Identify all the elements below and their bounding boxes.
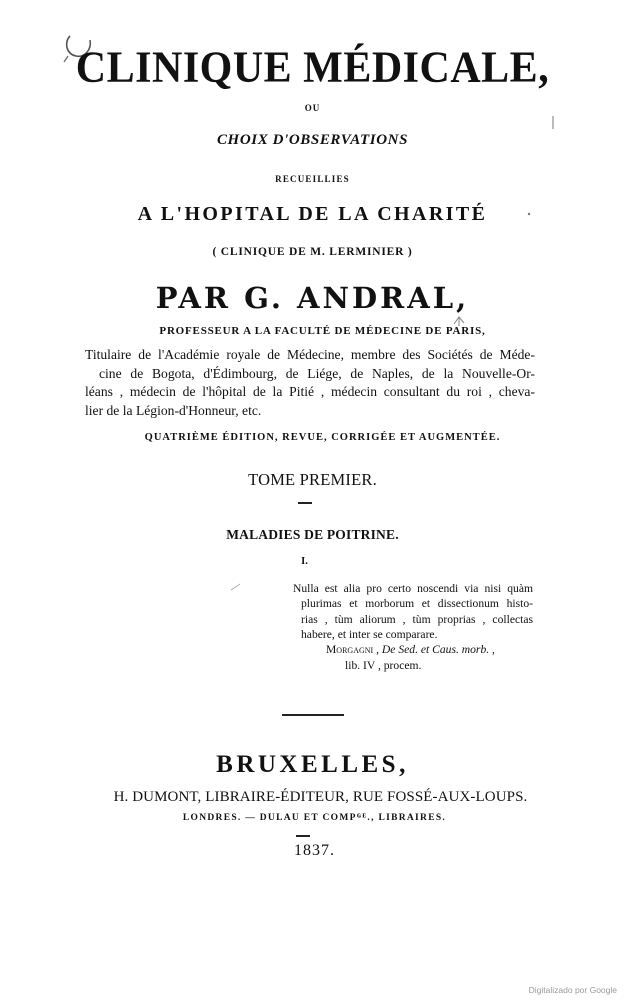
epigraph-line: habere, et inter se comparare.	[301, 627, 438, 641]
epigraph-work: De Sed. et Caus. morb.	[381, 643, 490, 656]
volume-title: TOME PREMIER.	[248, 470, 377, 489]
epigraph-author: Morgagni	[326, 643, 374, 656]
credentials-line: léans , médecin de l'hôpital de la Pitié , médecin consultant du roi , cheva-	[85, 384, 535, 399]
imprint-publisher: H. DUMONT, LIBRAIRE-ÉDITEUR, RUE FOSSÉ-AUX-LOUPS.	[113, 789, 528, 805]
title-connector: OU	[304, 103, 321, 113]
credentials-line: cine de Bogota, d'Édimbourg, de Liége, de Naples, de la Nouvelle-Or-	[99, 365, 535, 381]
subtitle-connector: RECUEILLIES	[275, 174, 350, 184]
divider-dash	[298, 502, 312, 504]
author-position: PROFESSEUR A LA FACULTÉ DE MÉDECINE DE PARIS,	[159, 325, 486, 337]
hospital-line: A L'HOPITAL DE LA CHARITÉ	[137, 203, 488, 225]
ink-speck	[230, 582, 242, 592]
epigraph-line: rias , tùm aliorum , tùm proprias , collectas	[301, 612, 533, 626]
credentials-line: Titulaire de l'Académie royale de Médecine, membre des Sociétés de Méde-	[85, 347, 535, 362]
epigraph-line: plurimas et morborum et dissectionum histo-	[301, 597, 533, 611]
author-name: PAR G. ANDRAL,	[155, 281, 470, 315]
section-number: I.	[301, 556, 308, 567]
epigraph-reference: lib. IV , procem.	[345, 659, 422, 672]
epigraph	[293, 581, 533, 642]
ink-speck	[550, 115, 556, 131]
epigraph-line: Nulla est alia pro certo noscendi via nisi quàm	[293, 582, 533, 595]
imprint-rule	[282, 714, 344, 716]
clinic-line: ( CLINIQUE DE M. LERMINIER )	[212, 246, 413, 258]
imprint-london: LONDRES. — DULAU ET COMPᴳᴱ., LIBRAIRES.	[182, 813, 447, 823]
epigraph-citation: Morgagni , De Sed. et Caus. morb. ,	[326, 643, 495, 656]
imprint-city: BRUXELLES,	[216, 751, 409, 778]
credentials-line: lier de la Légion-d'Honneur, etc.	[85, 402, 262, 418]
book-subtitle: CHOIX D'OBSERVATIONS	[216, 132, 409, 148]
divider-dash	[296, 835, 310, 837]
edition-statement: QUATRIÈME ÉDITION, REVUE, CORRIGÉE ET AUGMENTÉE.	[144, 432, 501, 443]
section-title: MALADIES DE POITRINE.	[226, 527, 399, 542]
imprint-year: 1837.	[294, 842, 335, 859]
digitization-watermark: Digitalizado por Google	[528, 985, 617, 995]
book-title: CLINIQUE MÉDICALE,	[75, 43, 550, 93]
author-credentials	[85, 346, 535, 420]
